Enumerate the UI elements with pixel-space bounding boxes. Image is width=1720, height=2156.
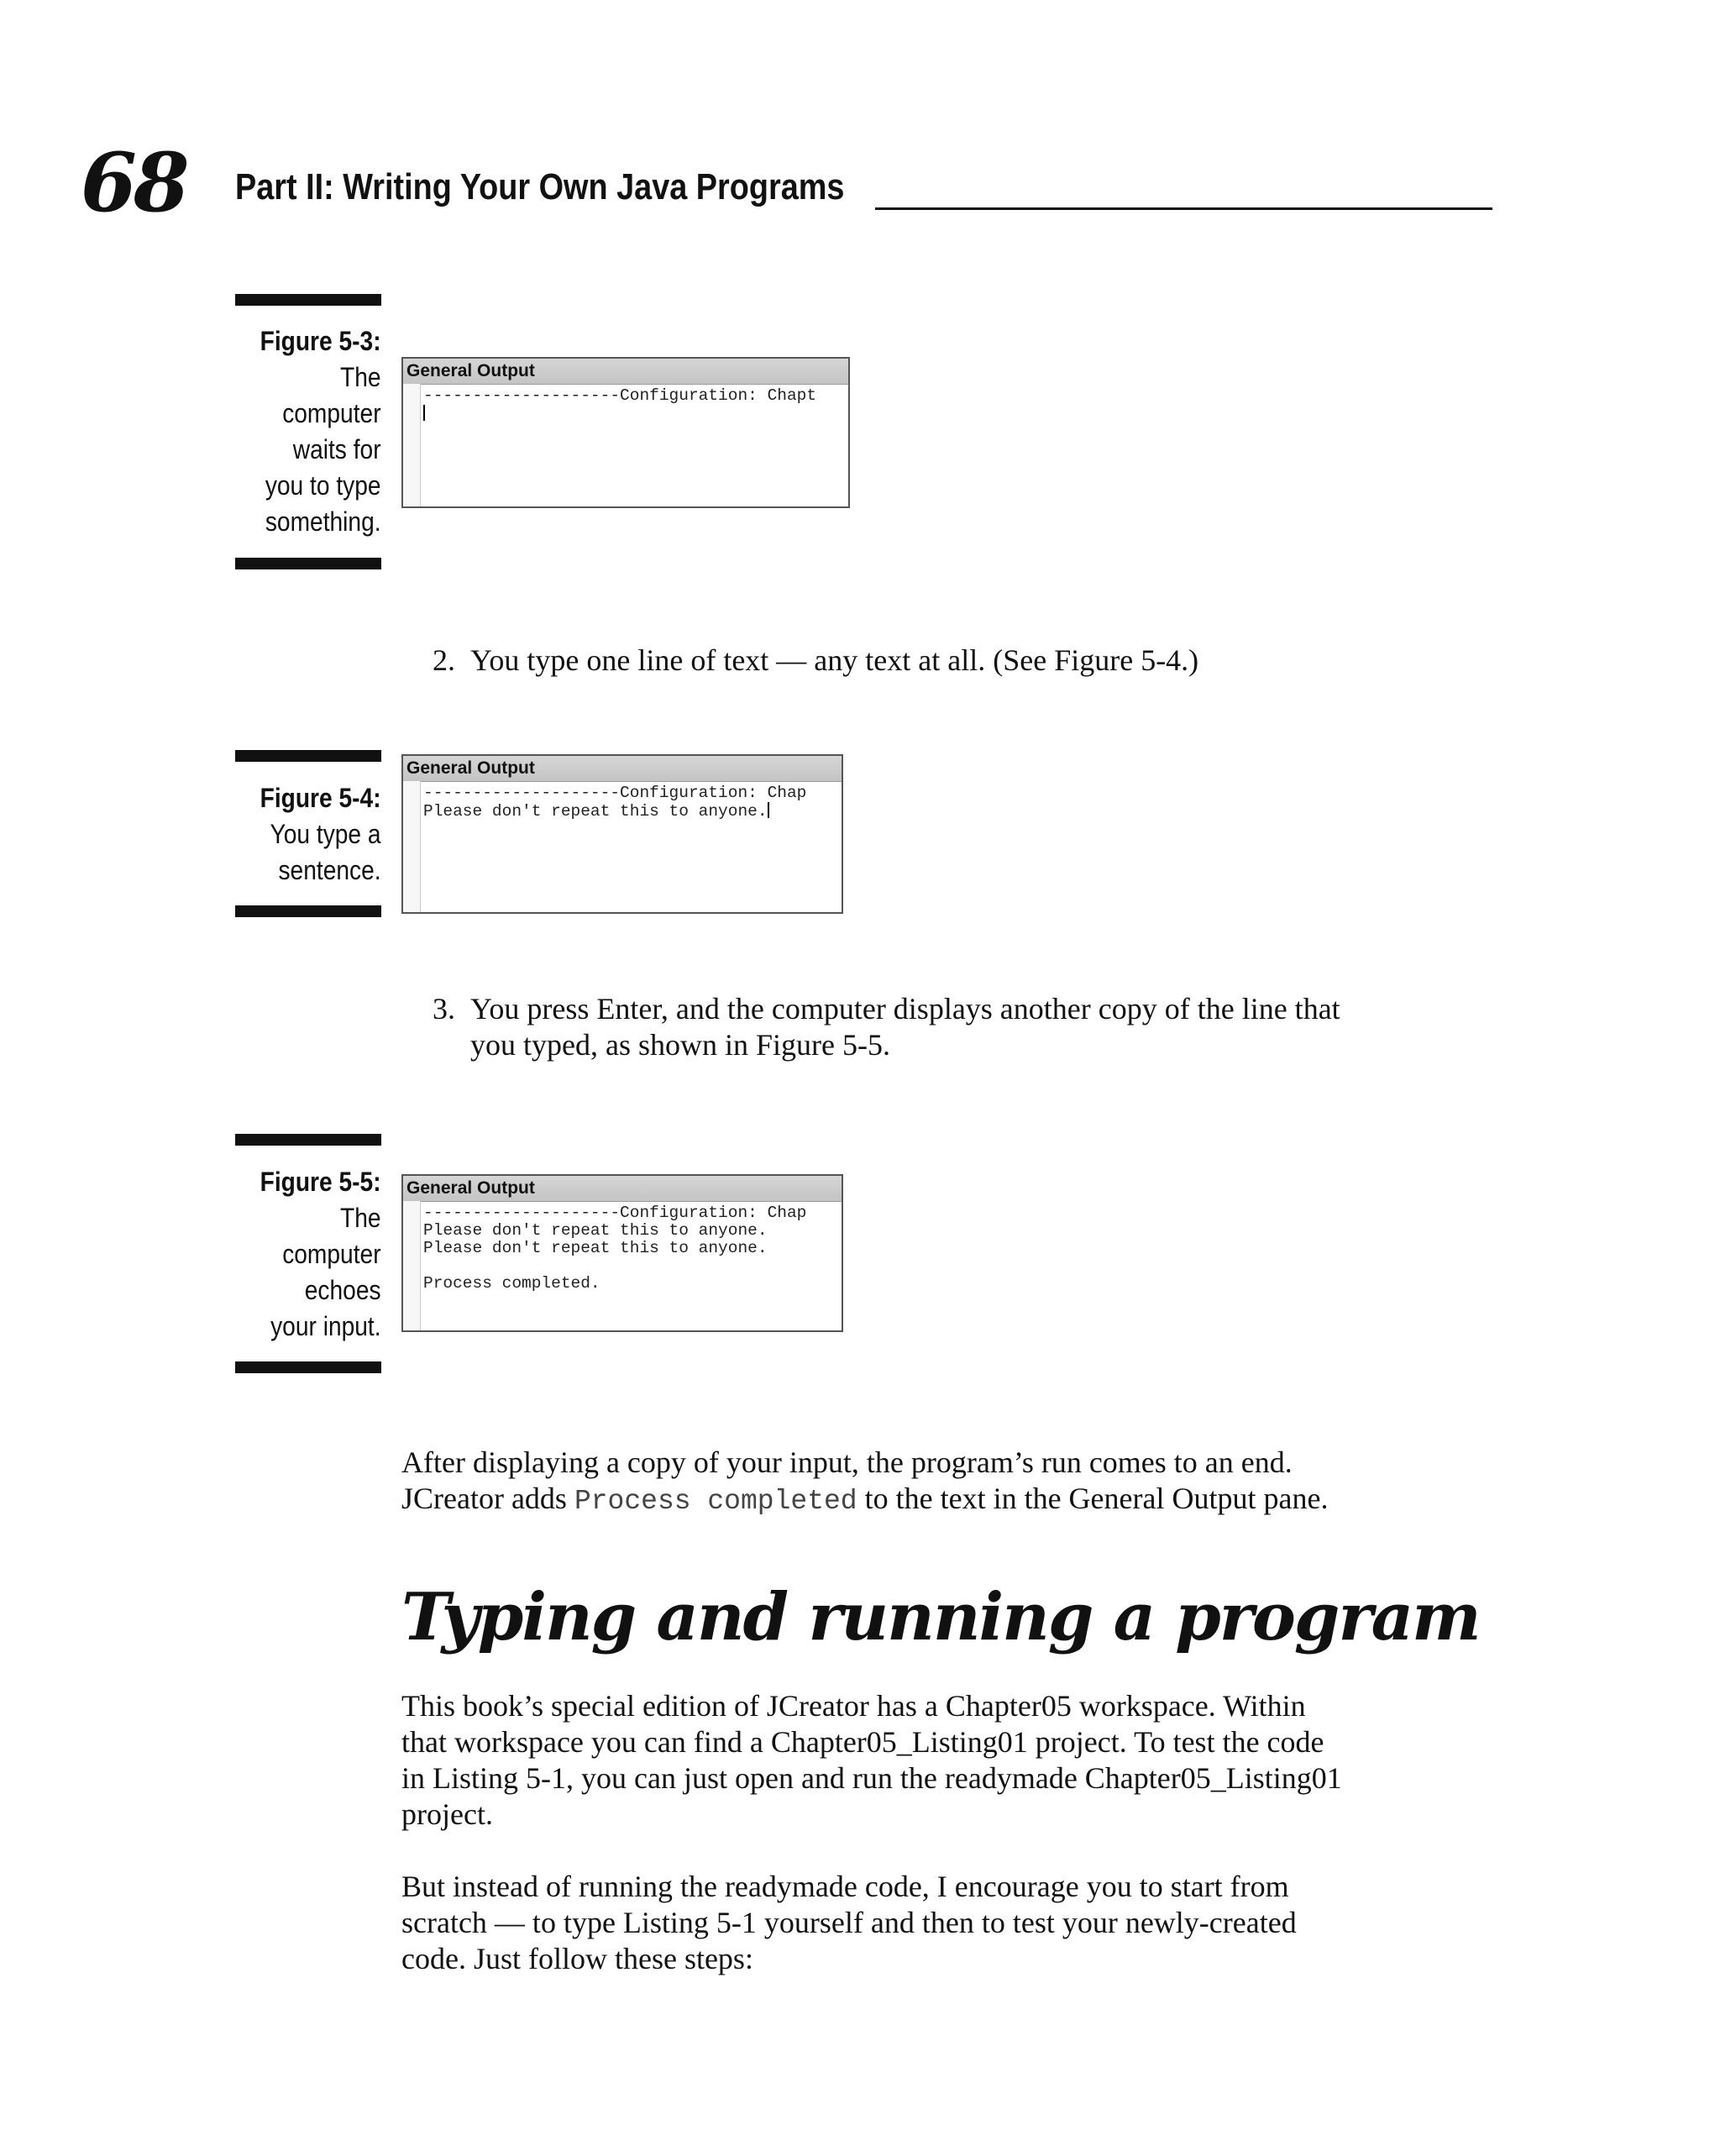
figure-top-bar: [235, 1134, 381, 1146]
figure-bottom-bar: [235, 558, 381, 569]
text-run: to the text in the General Output pane.: [857, 1482, 1329, 1515]
pane-gutter: [403, 384, 421, 506]
figure-label: Figure 5-4:: [260, 783, 381, 813]
figure-top-bar: [235, 750, 381, 762]
body-paragraph-line: This book’s special edition of JCreator has a Chapter05 workspace. Within: [401, 1689, 1306, 1723]
pane-output: [423, 1204, 842, 1293]
figure-caption: [260, 780, 381, 889]
caption-line: computer: [282, 398, 381, 428]
pane-output: [423, 784, 842, 821]
output-line: --------------------Configuration: Chapt: [423, 386, 817, 405]
general-output-pane: [401, 357, 850, 508]
caption-line: echoes: [305, 1275, 381, 1305]
body-paragraph-line: [401, 1481, 1328, 1519]
pane-gutter: [403, 1201, 421, 1330]
output-line: Please don't repeat this to anyone.: [423, 802, 768, 821]
text-run: JCreator adds: [401, 1482, 574, 1515]
pane-title: General Output: [403, 1176, 842, 1202]
body-paragraph-line: in Listing 5-1, you can just open and run the readymade Chapter05_Listing01: [401, 1761, 1342, 1795]
output-line: Process completed.: [423, 1274, 600, 1293]
figure-top-bar: [235, 294, 381, 306]
output-line: --------------------Configuration: Chap: [423, 784, 807, 802]
text-cursor: [423, 405, 425, 421]
body-paragraph-line: that workspace you can find a Chapter05_Listing01 project. To test the code: [401, 1725, 1324, 1759]
caption-line: waits for: [293, 434, 381, 464]
figure-label: Figure 5-3:: [260, 326, 381, 356]
caption-line: You type a: [270, 819, 381, 849]
output-line: Please don't repeat this to anyone.: [423, 1239, 768, 1257]
header-rule: [875, 207, 1492, 210]
caption-line: you to type: [265, 470, 381, 501]
running-head: Part II: Writing Your Own Java Programs: [235, 166, 845, 207]
figure-caption: [260, 323, 381, 540]
pane-title: General Output: [403, 756, 842, 782]
step-number: 2.: [433, 643, 455, 677]
caption-line: something.: [265, 506, 381, 537]
figure-label: Figure 5-5:: [260, 1167, 381, 1197]
step-text-line: you typed, as shown in Figure 5-5.: [470, 1028, 890, 1062]
section-heading: Typing and running a program: [401, 1579, 1480, 1655]
body-paragraph-line: After displaying a copy of your input, the program’s run comes to an end.: [401, 1445, 1293, 1479]
caption-line: The: [340, 362, 381, 392]
pane-output: [423, 387, 848, 423]
caption-line: your input.: [270, 1311, 381, 1341]
caption-line: computer: [282, 1239, 381, 1269]
step-text: You type one line of text — any text at all. (See Figure 5-4.): [470, 643, 1199, 677]
figure-bottom-bar: [235, 905, 381, 917]
body-paragraph-line: code. Just follow these steps:: [401, 1942, 753, 1975]
pane-title: General Output: [403, 359, 848, 385]
body-paragraph-line: scratch — to type Listing 5-1 yourself and then to test your newly-created: [401, 1906, 1297, 1939]
text-cursor: [768, 802, 769, 818]
general-output-pane: [401, 1174, 843, 1332]
figure-caption: [260, 1164, 381, 1345]
body-paragraph-line: project.: [401, 1797, 493, 1831]
page-number: 68: [81, 135, 186, 230]
step-text-line: You press Enter, and the computer displays another copy of the line that: [470, 992, 1340, 1026]
output-line: --------------------Configuration: Chap: [423, 1204, 807, 1222]
figure-bottom-bar: [235, 1361, 381, 1373]
general-output-pane: [401, 754, 843, 914]
step-number: 3.: [433, 992, 455, 1026]
pane-gutter: [403, 781, 421, 912]
output-line: Please don't repeat this to anyone.: [423, 1221, 768, 1240]
caption-line: The: [340, 1203, 381, 1233]
caption-line: sentence.: [278, 855, 381, 885]
body-paragraph-line: But instead of running the readymade code, I encourage you to start from: [401, 1870, 1289, 1903]
inline-code: Process completed: [574, 1486, 857, 1517]
